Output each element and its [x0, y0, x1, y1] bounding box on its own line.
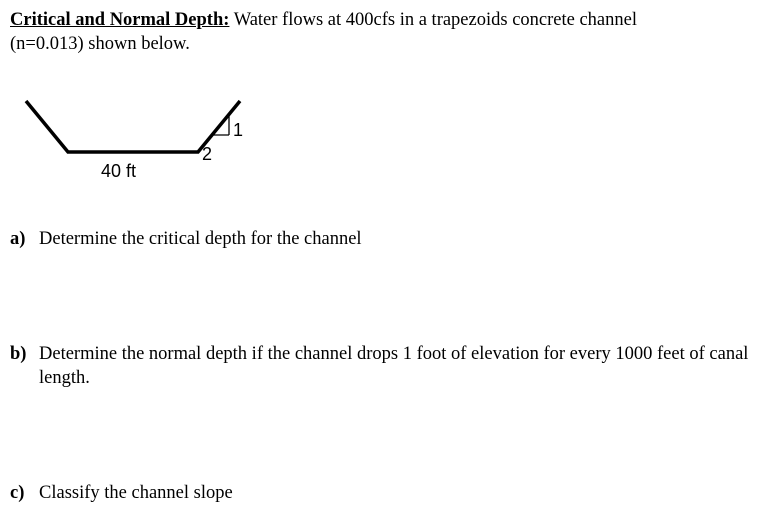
- question-b-text: Determine the normal depth if the channel drops 1 foot of elevation for every 1000 feet of canal length.: [39, 344, 749, 388]
- problem-statement-line-2: (n=0.013) shown below.: [10, 34, 190, 54]
- question-b: [10, 342, 770, 390]
- trapezoid-channel-diagram: [0, 90, 260, 190]
- question-a-text: Determine the critical depth for the channel: [39, 229, 362, 249]
- question-a-letter: a): [10, 229, 26, 249]
- question-c-letter: c): [10, 483, 25, 503]
- slope-rise-label: 1: [233, 120, 244, 140]
- question-c-text: Classify the channel slope: [39, 483, 233, 503]
- problem-statement-line-1: Water flows at 400cfs in a trapezoids concrete channel: [229, 10, 637, 30]
- channel-base-width-label: 40 ft: [101, 161, 137, 181]
- question-c: [10, 481, 770, 505]
- question-a: [10, 227, 770, 251]
- slope-run-label: 2: [202, 144, 213, 164]
- problem-intro: [10, 8, 770, 56]
- problem-heading: Critical and Normal Depth:: [10, 10, 230, 30]
- trapezoid-channel-figure: [0, 90, 260, 190]
- question-b-letter: b): [10, 344, 27, 364]
